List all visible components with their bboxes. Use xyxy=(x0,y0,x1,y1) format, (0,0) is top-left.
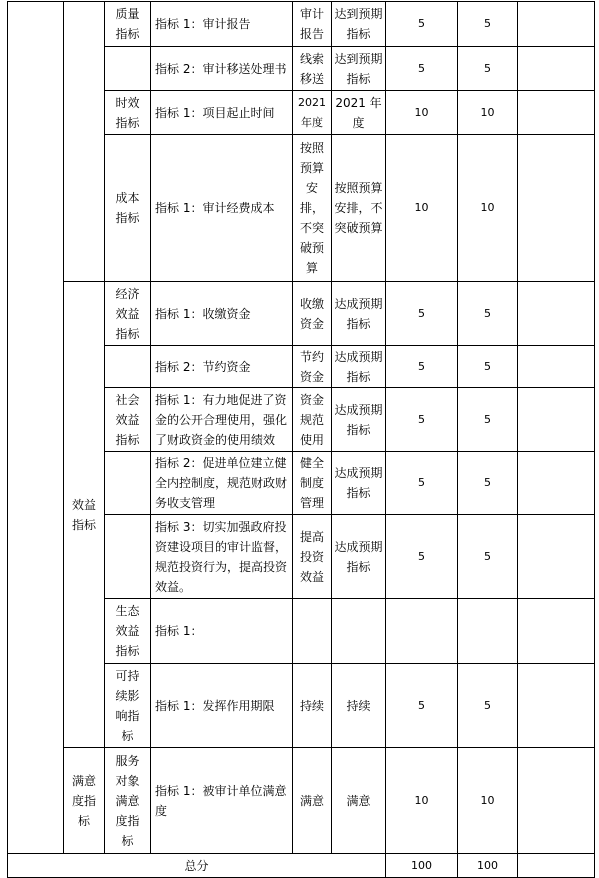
level2-cell: 时效指标 xyxy=(105,91,151,135)
table-row xyxy=(8,2,595,47)
actual-cell: 达成预期指标 xyxy=(332,388,386,452)
target-cell: 节约资金 xyxy=(293,346,332,388)
note-cell xyxy=(518,135,595,282)
level2-cell: 社会效益指标 xyxy=(105,388,151,452)
score-cell: 5 xyxy=(458,346,518,388)
score-cell: 5 xyxy=(458,388,518,452)
score-cell: 10 xyxy=(458,135,518,282)
level2-cell: 可持续影响指标 xyxy=(105,664,151,748)
level2-cell xyxy=(105,47,151,91)
score-cell: 10 xyxy=(458,748,518,854)
indicator-cell: 指标 1：发挥作用期限 xyxy=(151,664,293,748)
level1-cell xyxy=(8,2,64,854)
actual-cell: 持续 xyxy=(332,664,386,748)
note-cell xyxy=(518,91,595,135)
actual-cell: 达到预期指标 xyxy=(332,47,386,91)
score-cell: 5 xyxy=(458,452,518,515)
note-cell xyxy=(518,47,595,91)
actual-cell: 达成预期指标 xyxy=(332,346,386,388)
group-benefit-cell: 效益指标 xyxy=(64,282,105,748)
actual-cell: 达成预期指标 xyxy=(332,452,386,515)
indicator-cell: 指标 1：收缴资金 xyxy=(151,282,293,346)
note-cell xyxy=(518,515,595,599)
score-cell xyxy=(458,599,518,664)
actual-cell: 按照预算安排，不突破预算 xyxy=(332,135,386,282)
weight-cell: 5 xyxy=(386,452,458,515)
indicator-cell: 指标 1：项目起止时间 xyxy=(151,91,293,135)
weight-cell: 10 xyxy=(386,748,458,854)
score-cell: 5 xyxy=(458,47,518,91)
target-cell: 按照预算安排，不突破预算 xyxy=(293,135,332,282)
note-cell xyxy=(518,388,595,452)
target-cell: 审计报告 xyxy=(293,2,332,47)
indicator-cell: 指标 3：切实加强政府投资建设项目的审计监督，规范投资行为，提高投资效益。 xyxy=(151,515,293,599)
level2-cell: 经济效益指标 xyxy=(105,282,151,346)
indicator-cell: 指标 2：审计移送处理书 xyxy=(151,47,293,91)
score-cell: 5 xyxy=(458,664,518,748)
target-cell: 线索移送 xyxy=(293,47,332,91)
weight-cell: 5 xyxy=(386,346,458,388)
total-label-cell: 总分 xyxy=(8,854,386,878)
level2-cell: 质量指标 xyxy=(105,2,151,47)
note-cell xyxy=(518,346,595,388)
note-cell xyxy=(518,664,595,748)
indicator-cell: 指标 1：审计报告 xyxy=(151,2,293,47)
level2-cell: 服务对象满意度指标 xyxy=(105,748,151,854)
weight-cell: 10 xyxy=(386,91,458,135)
target-cell: 持续 xyxy=(293,664,332,748)
group-satisfaction-cell: 满意度指标 xyxy=(64,748,105,854)
target-cell: 健全制度管理 xyxy=(293,452,332,515)
table-row xyxy=(8,282,595,346)
level2-cell xyxy=(105,515,151,599)
level2-cell xyxy=(105,346,151,388)
weight-cell: 5 xyxy=(386,515,458,599)
score-cell: 5 xyxy=(458,282,518,346)
weight-cell xyxy=(386,599,458,664)
target-cell: 资金规范使用 xyxy=(293,388,332,452)
indicator-cell: 指标 2：促进单位建立健全内控制度，规范财政财务收支管理 xyxy=(151,452,293,515)
note-cell xyxy=(518,2,595,47)
total-score-cell: 100 xyxy=(458,854,518,878)
indicator-cell: 指标 1： xyxy=(151,599,293,664)
target-cell: 提高投资效益 xyxy=(293,515,332,599)
actual-cell xyxy=(332,599,386,664)
weight-cell: 5 xyxy=(386,388,458,452)
note-cell xyxy=(518,282,595,346)
target-cell: 2021年度 xyxy=(293,91,332,135)
level2-cell: 生态效益指标 xyxy=(105,599,151,664)
note-cell xyxy=(518,452,595,515)
note-cell xyxy=(518,748,595,854)
score-cell: 5 xyxy=(458,515,518,599)
performance-table xyxy=(7,1,595,878)
indicator-cell: 指标 1：被审计单位满意度 xyxy=(151,748,293,854)
weight-cell: 5 xyxy=(386,664,458,748)
actual-cell: 达成预期指标 xyxy=(332,282,386,346)
score-cell: 10 xyxy=(458,91,518,135)
target-cell: 满意 xyxy=(293,748,332,854)
indicator-cell: 指标 2：节约资金 xyxy=(151,346,293,388)
score-cell: 5 xyxy=(458,2,518,47)
actual-cell: 达到预期指标 xyxy=(332,2,386,47)
target-cell: 收缴资金 xyxy=(293,282,332,346)
total-row xyxy=(8,854,595,878)
total-note-cell xyxy=(518,854,595,878)
target-cell xyxy=(293,599,332,664)
level2-cell xyxy=(105,452,151,515)
weight-cell: 5 xyxy=(386,47,458,91)
weight-cell: 5 xyxy=(386,282,458,346)
note-cell xyxy=(518,599,595,664)
weight-cell: 5 xyxy=(386,2,458,47)
actual-cell: 达成预期指标 xyxy=(332,515,386,599)
weight-cell: 10 xyxy=(386,135,458,282)
level1-group-cell xyxy=(64,2,105,282)
table-row xyxy=(8,748,595,854)
total-weight-cell: 100 xyxy=(386,854,458,878)
indicator-cell: 指标 1：审计经费成本 xyxy=(151,135,293,282)
actual-cell: 2021 年度 xyxy=(332,91,386,135)
level2-cell: 成本指标 xyxy=(105,135,151,282)
indicator-cell: 指标 1：有力地促进了资金的公开合理使用，强化了财政资金的使用绩效 xyxy=(151,388,293,452)
actual-cell: 满意 xyxy=(332,748,386,854)
